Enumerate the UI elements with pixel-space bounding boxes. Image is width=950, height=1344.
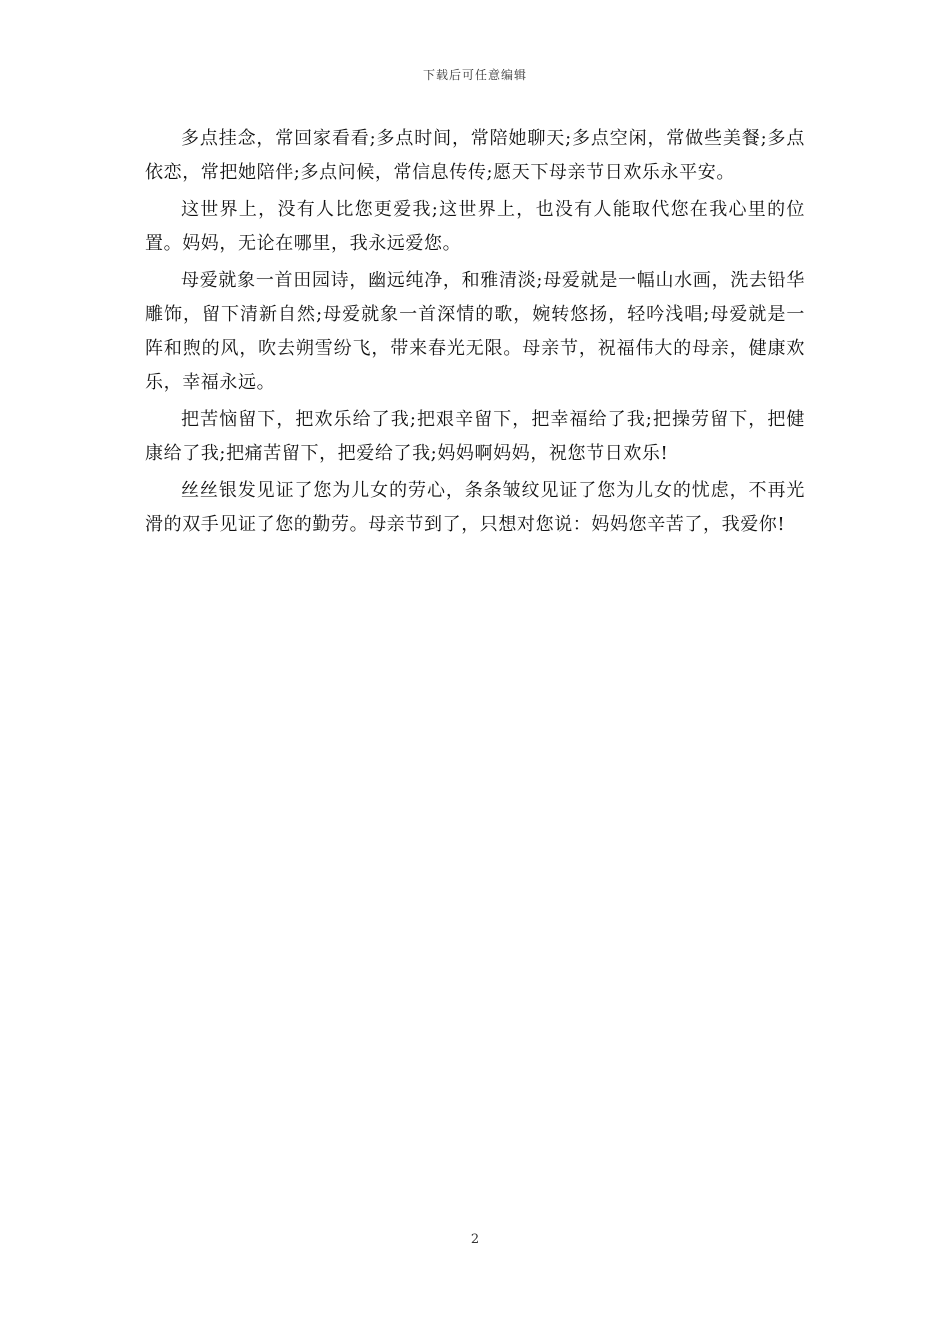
page-header: 下载后可任意编辑: [422, 68, 527, 82]
paragraph: 多点挂念，常回家看看;多点时间，常陪她聊天;多点空闲，常做些美餐;多点依恋，常把她陪伴;多点问候，常信息传传;愿天下母亲节日欢乐永平安。: [145, 128, 805, 183]
page-number: 2: [470, 1232, 480, 1247]
paragraph: 把苦恼留下，把欢乐给了我;把艰辛留下，把幸福给了我;把操劳留下，把健康给了我;把痛苦留下，把爱给了我;妈妈啊妈妈，祝您节日欢乐!: [145, 409, 805, 464]
paragraph: 母爱就象一首田园诗，幽远纯净，和雅清淡;母爱就是一幅山水画，洗去铅华雕饰，留下清新自然;母爱就象一首深情的歌，婉转悠扬，轻吟浅唱;母爱就是一阵和煦的风，吹去朔雪纷飞，带来春光无限。母亲节，祝福伟大的母亲，健康欢乐，幸福永远。: [145, 270, 805, 393]
paragraph: 丝丝银发见证了您为儿女的劳心，条条皱纹见证了您为儿女的忧虑，不再光滑的双手见证了您的勤劳。母亲节到了，只想对您说：妈妈您辛苦了，我爱你!: [145, 480, 805, 535]
document-body: [145, 122, 805, 545]
paragraph: 这世界上，没有人比您更爱我;这世界上，也没有人能取代您在我心里的位置。妈妈，无论在哪里，我永远爱您。: [145, 199, 805, 254]
